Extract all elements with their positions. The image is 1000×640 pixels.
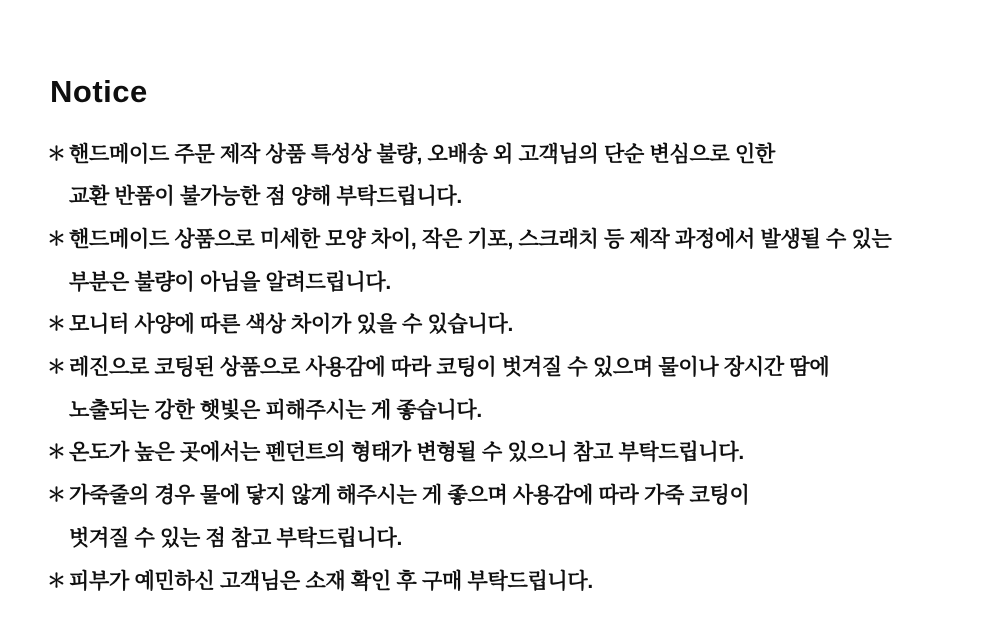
asterisk-bullet: ＊ — [47, 357, 66, 379]
notice-item — [47, 475, 970, 560]
notice-line: 핸드메이드 상품으로 미세한 모양 차이, 작은 기포, 스크래치 등 제작 과정에서 발생될 수 있는 — [69, 227, 892, 251]
asterisk-bullet: ＊ — [47, 143, 66, 165]
notice-item — [47, 561, 970, 604]
notice-line: 핸드메이드 주문 제작 상품 특성상 불량, 오배송 외 고객님의 단순 변심으로 인한 — [69, 142, 775, 166]
notice-line: 벗겨질 수 있는 점 참고 부탁드립니다. — [69, 526, 402, 550]
asterisk-bullet: ＊ — [47, 570, 66, 592]
notice-line: 가죽줄의 경우 물에 닿지 않게 해주시는 게 좋으며 사용감에 따라 가죽 코팅이 — [69, 484, 750, 508]
notice-item — [47, 432, 970, 475]
notice-line: 교환 반품이 불가능한 점 양해 부탁드립니다. — [69, 185, 462, 209]
notice-item — [47, 304, 970, 347]
notice-list — [47, 134, 970, 604]
asterisk-bullet: ＊ — [47, 314, 66, 336]
notice-line: 노출되는 강한 햇빛은 피해주시는 게 좋습니다. — [69, 398, 482, 422]
asterisk-bullet: ＊ — [47, 228, 66, 250]
notice-line: 부분은 불량이 아님을 알려드립니다. — [69, 270, 391, 294]
notice-item — [47, 134, 970, 219]
notice-line: 모니터 사양에 따른 색상 차이가 있을 수 있습니다. — [69, 313, 513, 337]
notice-line: 피부가 예민하신 고객님은 소재 확인 후 구매 부탁드립니다. — [69, 569, 593, 593]
asterisk-bullet: ＊ — [47, 442, 66, 464]
notice-title: Notice — [50, 74, 148, 109]
notice-item — [47, 219, 970, 304]
notice-line: 레진으로 코팅된 상품으로 사용감에 따라 코팅이 벗겨질 수 있으며 물이나 장시간 땀에 — [69, 356, 830, 380]
notice-item — [47, 347, 970, 432]
asterisk-bullet: ＊ — [47, 485, 66, 507]
notice-line: 온도가 높은 곳에서는 펜던트의 형태가 변형될 수 있으니 참고 부탁드립니다. — [69, 441, 744, 465]
